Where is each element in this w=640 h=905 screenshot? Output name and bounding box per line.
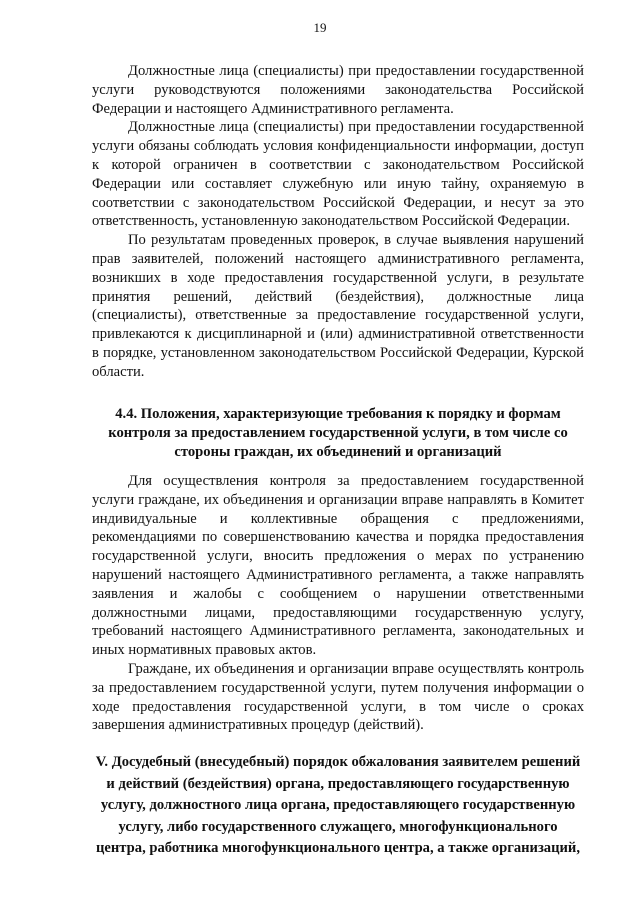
paragraph-confidentiality: Должностные лица (специалисты) при предоставлении государственной услуги обязаны соблюдать условия конфиденциальности информации, доступ к которой ограничен в соответствии с законодательством Российской Федерации или составляет служебную или иную тайну, охраняемую в соответствии с законодательством Российской Федерации, и несут за это ответственность, установленную законодательством Российской Федерации.: [92, 119, 584, 230]
paragraph-citizen-information: Граждане, их объединения и организации вправе осуществлять контроль за предоставлением государственной услуги, путем получения информации о ходе предоставления государственной услуги, в том числе о сроках завершения административных процедур (действий).: [92, 660, 584, 734]
paragraph-legislation-guidance: Должностные лица (специалисты) при предоставлении государственной услуги руководствуются положениями законодательства Российской Федерации и настоящего Административного регламента.: [92, 63, 584, 117]
section-4-4-heading: 4.4. Положения, характеризующие требования к порядку и формам контроля за предоставлением государственной услуги, в том числе со стороны граждан, их объединений и организаций: [108, 406, 568, 460]
paragraph-inspection-results: По результатам проведенных проверок, в случае выявления нарушений прав заявителей, положений настоящего административного регламента, возникших в ходе предоставления государственной услуги, в результате принятия решений, действий (бездействия), должностные лица (специалисты), ответственные за предоставление государственной услуги, привлекаются к дисциплинарной и (или) административной ответственности в порядке, установленном законодательством Российской Федерации, Курской области.: [92, 232, 584, 380]
page-number: 19: [313, 20, 327, 35]
paragraph-citizen-control: Для осуществления контроля за предоставлением государственной услуги граждане, их объединения и организации вправе направлять в Комитет индивидуальные и коллективные обращения с предложениями, рекомендациями по совершенствованию качества и порядка предоставления государственной услуги, вносить предложения о мерах по устранению нарушений настоящего Административного регламента, а также направлять заявления и жалобы с сообщением о нарушении ответственными должностными лицами, предоставляющими государственную услугу, требований настоящего Административного регламента, законодательных и иных нормативных правовых актов.: [92, 473, 584, 659]
section-4-3-tail: [92, 62, 584, 382]
section-5-heading: V. Досудебный (внесудебный) порядок обжалования заявителем решений и действий (бездействия) органа, предоставляющего государственную услугу, должностного лица органа, предоставляющего государственную услугу, либо государственного служащего, многофункционального центра, работника многофункционального центра, а также организаций,: [95, 754, 581, 856]
section-4-4-body: [92, 472, 584, 735]
